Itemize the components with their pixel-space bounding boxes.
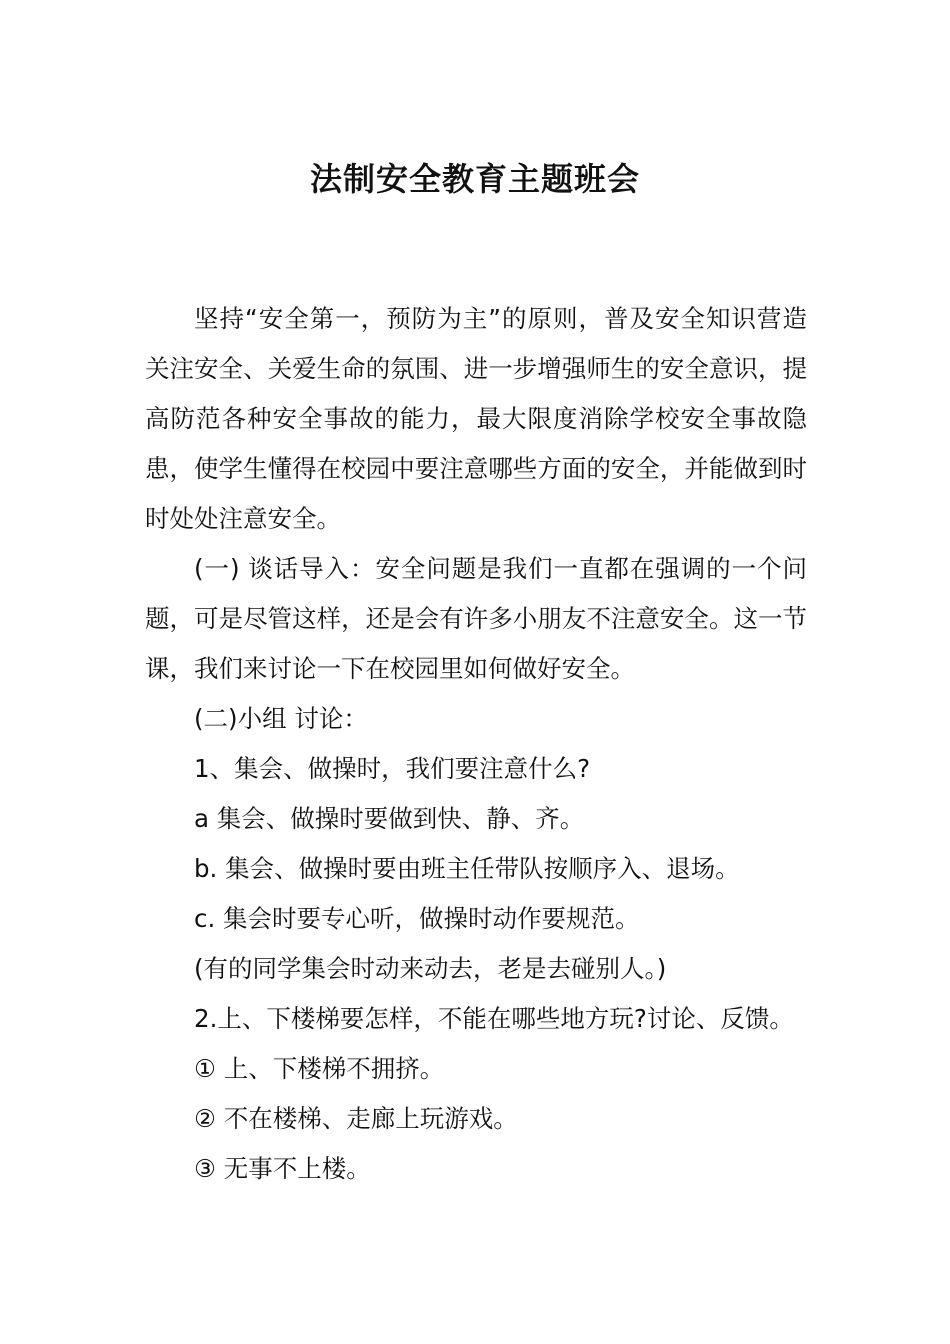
question-two: 2.上、下楼梯要怎样，不能在哪些地方玩?讨论、反馈。: [194, 1004, 794, 1033]
rule-two: ② 不在楼梯、走廊上玩游戏。: [194, 1104, 518, 1133]
document-body: [145, 294, 807, 1194]
document-title: 法制安全教育主题班会: [309, 160, 640, 198]
rule-three: ③ 无事不上楼。: [194, 1154, 371, 1183]
answer-b: b. 集会、做操时要由班主任带队按顺序入、退场。: [194, 854, 740, 883]
answer-a: a 集会、做操时要做到快、静、齐。: [194, 804, 585, 833]
intro-paragraph: 坚持“安全第一，预防为主”的原则，普及安全知识营造关注安全、关爱生命的氛围、进一步增强师生的安全意识，提高防范各种安全事故的能力，最大限度消除学校安全事故隐患，使学生懂得在校园中要注意哪些方面的安全，并能做到时时处处注意安全。: [145, 304, 807, 533]
answer-c: c. 集会时要专心听，做操时动作要规范。: [194, 904, 640, 933]
note-line: (有的同学集会时动来动去，老是去碰别人。): [194, 954, 667, 983]
rule-one: ① 上、下楼梯不拥挤。: [194, 1054, 445, 1083]
section-two-heading: (二)小组 讨论：: [194, 704, 368, 733]
section-one-paragraph: (一) 谈话导入：安全问题是我们一直都在强调的一个问题，可是尽管这样，还是会有许多小朋友不注意安全。这一节课，我们来讨论一下在校园里如何做好安全。: [145, 554, 807, 683]
question-one: 1、集会、做操时，我们要注意什么?: [194, 754, 591, 783]
